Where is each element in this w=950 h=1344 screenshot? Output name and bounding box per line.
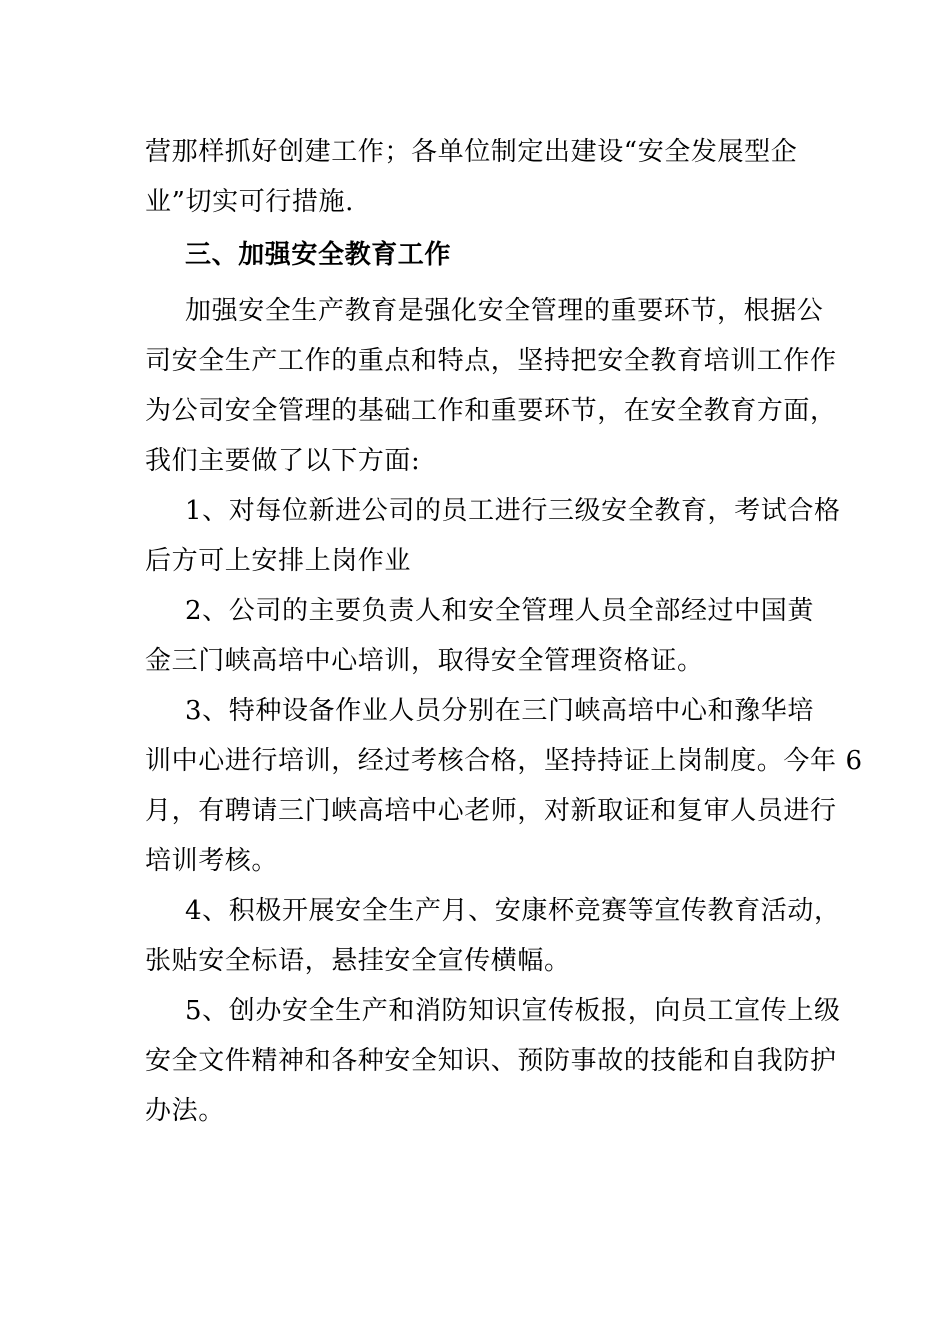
list-item-line: 后方可上安排上岗作业 <box>145 546 412 576</box>
list-item-line: 1、对每位新进公司的员工进行三级安全教育，考试合格 <box>185 496 841 526</box>
list-item-line: 5、创办安全生产和消防知识宣传板报，向员工宣传上级 <box>185 996 841 1026</box>
paragraph-line: 司安全生产工作的重点和特点，坚持把安全教育培训工作作 <box>145 346 837 376</box>
list-item-line: 月，有聘请三门峡高培中心老师，对新取证和复审人员进行 <box>145 796 837 826</box>
paragraph-line: 加强安全生产教育是强化安全管理的重要环节，根据公 <box>185 296 824 326</box>
list-item-line: 4、积极开展安全生产月、安康杯竞赛等宣传教育活动， <box>185 896 841 926</box>
paragraph-line: 为公司安全管理的基础工作和重要环节，在安全教育方面， <box>145 396 837 426</box>
list-item-line: 训中心进行培训，经过考核合格，坚持持证上岗制度。今年 6 <box>145 746 863 776</box>
list-item-line: 张贴安全标语，悬挂安全宣传横幅。 <box>145 946 571 976</box>
list-item-line: 2、公司的主要负责人和安全管理人员全部经过中国黄 <box>185 596 814 626</box>
list-item-line: 3、特种设备作业人员分别在三门峡高培中心和豫华培 <box>185 696 814 726</box>
section-heading: 三、加强安全教育工作 <box>185 240 452 270</box>
paragraph-line: 我们主要做了以下方面: <box>145 446 421 476</box>
paragraph-line: 营那样抓好创建工作；各单位制定出建设“安全发展型企 <box>145 137 798 167</box>
list-item-line: 金三门峡高培中心培训，取得安全管理资格证。 <box>145 646 704 676</box>
list-item-line: 培训考核。 <box>145 846 279 876</box>
list-item-line: 办法。 <box>145 1096 225 1126</box>
paragraph-line: 业”切实可行措施. <box>145 187 354 217</box>
list-item-line: 安全文件精神和各种安全知识、预防事故的技能和自我防护 <box>145 1046 837 1076</box>
